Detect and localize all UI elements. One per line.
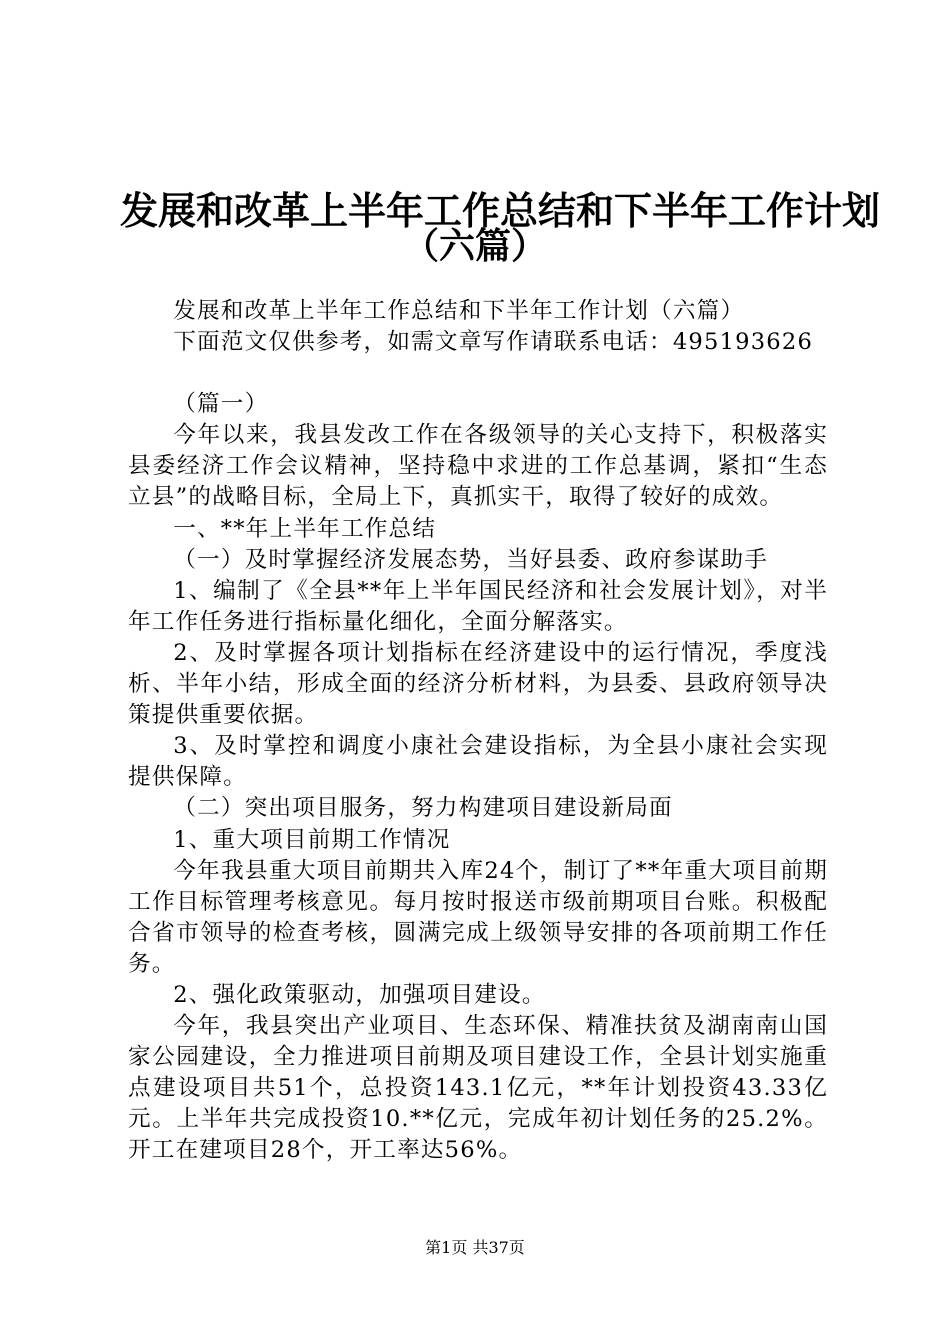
paragraph: 今年，我县突出产业项目、生态环保、精准扶贫及湖南南山国家公园建设，全力推进项目前期及项目建设工作，全县计划实施重点建设项目共51个，总投资143.1亿元，**年计划投资43.33亿元。上半年共完成投资10.**亿元，完成年初计划任务的25.2%。开工在建项目28个，开工率达56%。	[128, 1013, 828, 1164]
paragraph: 3、及时掌控和调度小康社会建设指标，为全县小康社会实现提供保障。	[128, 733, 828, 791]
blank-line	[128, 358, 828, 389]
heading-3: 1、重大项目前期工作情况	[173, 826, 451, 853]
paragraph: 1、编制了《全县**年上半年国民经济和社会发展计划》，对半年工作任务进行指标量化细化，全面分解落实。	[128, 577, 828, 635]
intro-title-line: 发展和改革上半年工作总结和下半年工作计划（六篇）	[173, 298, 745, 324]
document-title: 发展和改革上半年工作总结和下半年工作计划	[120, 188, 881, 233]
document-title-suffix: （六篇）	[402, 225, 547, 267]
paragraph: 2、及时掌握各项计划指标在经济建设中的运行情况，季度浅析、半年小结，形成全面的经济分析材料，为县委、县政府领导决策提供重要依据。	[128, 639, 828, 729]
contact-line: 下面范文仅供参考，如需文章写作请联系电话：495193626	[173, 329, 814, 356]
document-body	[128, 296, 828, 1167]
paragraph: 今年我县重大项目前期共入库24个，制订了**年重大项目前期工作目标管理考核意见。每月按时报送市级前期项目台账。积极配合省市领导的检查考核，圆满完成上级领导安排的各项前期工作任务。	[128, 857, 828, 977]
heading-2: （一）及时掌握经济发展态势，当好县委、政府参谋助手	[173, 546, 769, 573]
heading-1: 一、**年上半年工作总结	[173, 515, 437, 542]
heading-2: （二）突出项目服务，努力构建项目建设新局面	[173, 795, 673, 822]
section-label: （篇一）	[173, 391, 269, 418]
heading-3: 2、强化政策驱动，加强项目建设。	[173, 981, 546, 1008]
page-footer: 第1页 共37页	[425, 1238, 525, 1257]
paragraph: 今年以来，我县发改工作在各级领导的关心支持下，积极落实县委经济工作会议精神，坚持稳中求进的工作总基调，紧扣“生态立县”的战略目标，全局上下，真抓实干，取得了较好的成效。	[128, 422, 828, 511]
